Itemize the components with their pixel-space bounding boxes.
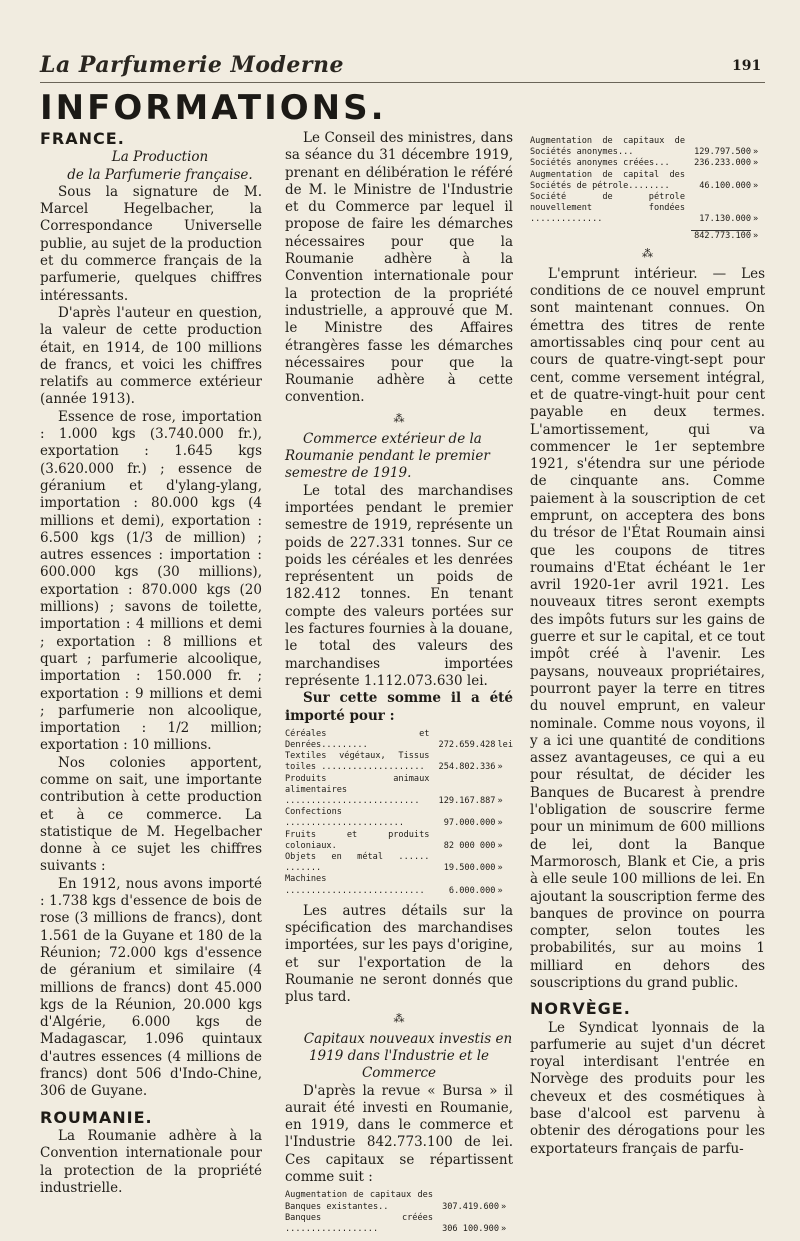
capital-table	[285, 1190, 513, 1235]
paragraph: Nos colonies apportent, comme on sait, une importante contribution à cette production et à ce commerce. La statistique de M. Hegelbacher donne à ce sujet les chiffres suivants :	[40, 754, 262, 875]
paragraph: Sous la signature de M. Marcel Hegelbacher, la Correspondance Universelle publie, au sujet de la production et du commerce français de la parfumerie, quelques chiffres intéressants.	[40, 183, 262, 304]
column-2	[285, 130, 513, 1241]
section-heading-france: FRANCE.	[40, 129, 125, 148]
imports-table	[285, 729, 513, 897]
paragraph: Le total des marchandises importées pendant le premier semestre de 1919, représente un poids de 227.331 tonnes. Sur ce poids les céréales et les denrées représentent un poids de 182.412 tonnes. En tenant compte des valeurs portées sur les factures fournies à la douane, le total des valeurs des marchandises importées représente 1.112.073.630 lei.	[285, 482, 513, 689]
table-row: Textiles végétaux, Tissus toiles .................... 254.802.336 »	[285, 751, 503, 773]
paragraph: Le Syndicat lyonnais de la parfumerie au sujet d'un décret royal interdisant l'entrée en Norvège des produits pour les cheveux et des cosmétiques à base d'alcool est parvenu à obtenir des dérogations pour les exportateurs français de parfu-	[530, 1019, 765, 1157]
table-row: Produits animaux alimentaires .......................... 129.167.887 »	[285, 773, 503, 807]
section-heading-roumanie: ROUMANIE.	[40, 1107, 153, 1127]
paragraph: Les autres détails sur la spécification des marchandises importées, sur les pays d'origine, et sur l'exportation de la Roumanie ne seront donnés que plus tard.	[285, 902, 513, 1006]
paragraph: Essence de rose, importation : 1.000 kgs (3.740.000 fr.), exportation : 1.645 kgs (3.620.000 fr.) ; essence de géranium et d'ylang-ylang, importation : 80.000 kgs (4 millions et demi), exportation : 6.500 kgs (1/3 de million) ; autres essences : importation : 600.000 kgs (30 millions), exportation : 870.000 kgs (20 millions) ; savons de toilette, importation : 4 millions et demi ; exportation : 8 millions et quart ; parfumerie alcoolique, importation : 150.000 fr. ; exportation : 9 millions et demi ; parfumerie non alcoolique, importation : 1/2 million; exportation : 10 millions.	[40, 408, 262, 754]
page-title: INFORMATIONS.	[40, 88, 387, 128]
paragraph: D'après l'auteur en question, la valeur de cette production était, en 1914, de 100 millions de francs, et voici les chiffres relatifs au commerce extérieur (année 1913).	[40, 304, 262, 408]
table-row: Société de pétrole nouvellement fondées .............. 17.130.000 »	[530, 192, 759, 225]
table-row: Augmentation de capital des Sociétés de pétrole........ 46.100.000 »	[530, 169, 759, 191]
table-row: Confections ....................... 97.000.000 »	[285, 807, 503, 829]
separator-asterism: ⁂	[642, 246, 653, 260]
paragraph: Le Conseil des ministres, dans sa séance du 31 décembre 1919, prenant en délibération le référé de M. le Ministre de l'Industrie et du Commerce par lequel il propose de faire les démarches nécessaires pour que la Roumanie adhère à la Convention internationale pour la protection de la propriété industrielle, a approuvé que M. le Ministre des Affaires étrangères fasse les démarches nécessaires pour que la Roumanie adhère à cette convention.	[285, 130, 513, 406]
subheading: Capitaux nouveaux investis en 1919 dans l'Industrie et le Commerce	[303, 1030, 513, 1082]
subheading: de la Parfumerie française.	[67, 166, 253, 183]
paragraph: Sur cette somme il a été importé pour :	[285, 690, 513, 724]
column-3	[530, 132, 765, 1158]
section-heading-norvege: NORVÈGE.	[530, 999, 631, 1019]
column-1	[40, 130, 262, 1197]
table-row: Augmentation de capitaux des Banques existantes.. 307.419.600 »	[285, 1190, 507, 1212]
page-number: 191	[732, 58, 762, 74]
table-total-row: 842.773.100 »	[530, 226, 765, 242]
table-row: Sociétés anonymes créées... 236.233.000 »	[530, 158, 759, 169]
paragraph: En 1912, nous avons importé : 1.738 kgs d'essence de bois de rose (3 millions de francs), dont 1.561 de la Guyane et 180 de la Réunion; 72.000 kgs d'essence de géranium et similaire (4 millions de francs) dont 45.000 kgs de la Réunion, 20.000 kgs d'Algérie, 6.000 kgs de Madagascar, 1.096 quintaux d'autres essences (4 millions de francs) dont 506 d'Indo-Chine, 306 de Guyane.	[40, 875, 262, 1100]
capital-table-continued	[530, 136, 765, 242]
header-rule	[40, 82, 765, 83]
table-row: Fruits et produits coloniaux. 82 000 000 »	[285, 829, 503, 851]
table-row: Céréales et Denrées......... 272.659.428 lei	[285, 728, 513, 750]
paragraph: La Roumanie adhère à la Convention internationale pour la protection de la propriété industrielle.	[40, 1127, 262, 1196]
table-row: Machines ........................... 6.000.000 »	[285, 874, 503, 896]
table-row: Augmentation de capitaux de Sociétés anonymes... 129.797.500 »	[530, 136, 759, 158]
table-row: Banques créées .................. 306 100.900 »	[285, 1212, 507, 1234]
separator-asterism: ⁂	[393, 411, 405, 425]
table-row: Objets en métal ...... ....... 19.500.000 »	[285, 852, 503, 874]
subheading: Commerce extérieur de la Roumanie pendant le premier semestre de 1919.	[285, 430, 490, 482]
subheading: La Production	[111, 149, 209, 166]
paragraph: D'après la revue « Bursa » il aurait été investi en Roumanie, en 1919, dans le commerce et l'Industrie 842.773.100 de lei. Ces capitaux se répartissent comme suit :	[285, 1082, 513, 1185]
journal-masthead: La Parfumerie Moderne	[40, 52, 345, 78]
paragraph: L'emprunt intérieur. — Les conditions de ce nouvel emprunt sont maintenant connues. On émettra des titres de rente amortissables cinq pour cent au cours de quatre-vingt-sept pour cent, comme versement intégral, et de quatre-vingt-huit pour cent payable en deux termes. L'amortissement, qui va commencer le 1er septembre 1921, s'étendra sur une période de cinquante ans. Comme paiement à la souscription de cet emprunt, on acceptera des bons du trésor de l'État Roumain ainsi que les coupons de titres roumains d'Etat échéant le 1er avril 1920-1er avril 1921. Les nouveaux titres seront exempts des impôts futurs sur les gains de guerre et sur le capital, et ce tout impôt créé à l'avenir. Les paysans, nouveaux propriétaires, pourront payer la terre en titres du nouvel emprunt, en valeur nominale. Comme nous voyons, il y a ici une quantité de conditions assez avantageuses, ce qui a eu pour résultat, de décider les Banques de Bucarest à prendre l'obligation de souscrire ferme pour un minimum de 600 millions de lei, dont la Banque Marmorosch, Blank et Cie, a pris à elle seule 100 millions de lei. En ajoutant la souscription ferme des banques de province on pourra compter, selon toutes les probabilités, sur au moins 1 milliard en dehors des souscriptions du grand public.	[530, 265, 765, 991]
total-value: 842.773.100	[694, 230, 751, 241]
separator-asterism: ⁂	[393, 1011, 405, 1025]
